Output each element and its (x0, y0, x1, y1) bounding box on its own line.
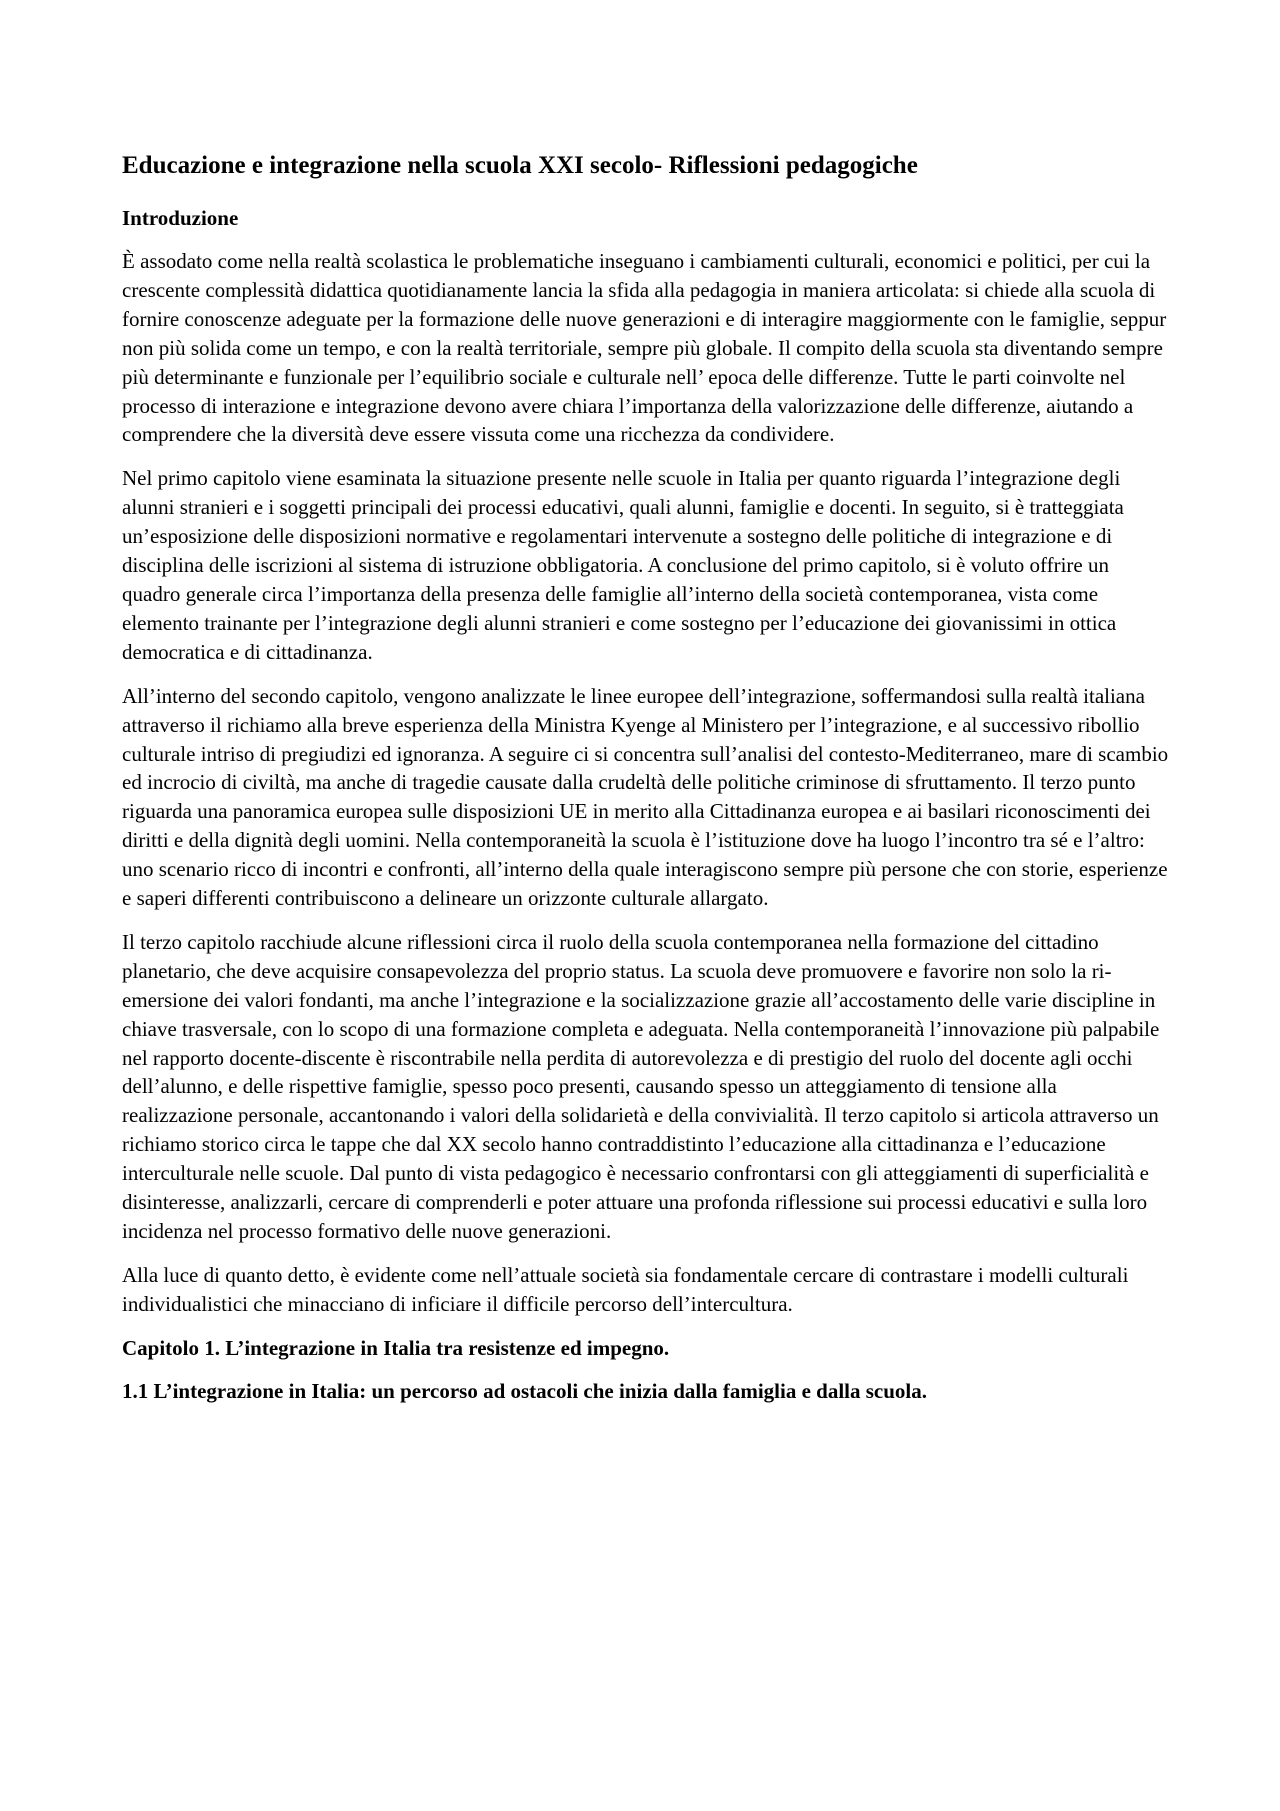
paragraph-chapter-one-summary: Nel primo capitolo viene esaminata la situazione presente nelle scuole in Italia per quanto riguarda l’integrazione degli alunni stranieri e i soggetti principali dei processi educativi, quali alunni, famiglie e docenti. In seguito, si è tratteggiata un’esposizione delle disposizioni normative e regolamentari intervenute a sostegno delle politiche di integrazione e di disciplina delle iscrizioni al sistema di istruzione obbligatoria. A conclusione del primo capitolo, si è voluto offrire un quadro generale circa l’importanza della presenza delle famiglie all’interno della società contemporanea, vista come elemento trainante per l’integrazione degli alunni stranieri e come sostegno per l’educazione dei giovanissimi in ottica democratica e di cittadinanza. (122, 466, 1124, 664)
paragraph-chapter-two-summary: All’interno del secondo capitolo, vengono analizzate le linee europee dell’integrazione, soffermandosi sulla realtà italiana attraverso il richiamo alla breve esperienza della Ministra Kyenge al Ministero per l’integrazione, e al successivo ribollio culturale intriso di pregiudizi ed ignoranza. A seguire ci si concentra sull’analisi del contesto-Mediterraneo, mare di scambio ed incrocio di civiltà, ma anche di tragedie causate dalla crudeltà delle politiche criminose di sfruttamento. Il terzo punto riguarda una panoramica europea sulle disposizioni UE in merito alla Cittadinanza europea e ai basilari riconoscimenti dei diritti e della dignità degli uomini. Nella contemporaneità la scuola è l’istituzione dove ha luogo l’incontro tra sé e l’altro: uno scenario ricco di incontri e confronti, all’interno della quale interagiscono sempre più persone che con storie, esperienze e saperi differenti contribuiscono a delineare un orizzonte culturale allargato. (122, 683, 1169, 911)
paragraph-chapter-three-summary: Il terzo capitolo racchiude alcune riflessioni circa il ruolo della scuola contemporanea nella formazione del cittadino planetario, che deve acquisire consapevolezza del proprio status. La scuola deve promuovere e favorire non solo la ri-emersione dei valori fondanti, ma anche l’integrazione e la socializzazione grazie all’accostamento delle varie discipline in chiave trasversale, con lo scopo di una formazione completa e adeguata. Nella contemporaneità l’innovazione più palpabile nel rapporto docente-discente è riscontrabile nella perdita di autorevolezza e di prestigio del ruolo del docente agli occhi dell’alunno, e delle rispettive famiglie, spesso poco presenti, causando spesso un atteggiamento di tensione alla realizzazione personale, accantonando i valori della solidarietà e della convivialità. Il terzo capitolo si articola attraverso un richiamo storico circa le tappe che dal XX secolo hanno contraddistinto l’educazione alla cittadinanza e l’educazione interculturale nelle scuole. Dal punto di vista pedagogico è necessario confrontarsi con gli atteggiamenti di superficialità e disinteresse, analizzarli, cercare di comprenderli e poter attuare una profonda riflessione sui processi educativi e sulla loro incidenza nel processo formativo delle nuove generazioni. (122, 929, 1160, 1243)
subsection-heading: 1.1 L’integrazione in Italia: un percorso ad ostacoli che inizia dalla famiglia e dalla scuola. (122, 1378, 928, 1403)
chapter-heading: Capitolo 1. L’integrazione in Italia tra resistenze ed impegno. (122, 1335, 670, 1360)
document-page (122, 150, 1170, 1420)
intro-heading: Introduzione (122, 206, 239, 230)
document-title: Educazione e integrazione nella scuola XXI secolo- Riflessioni pedagogiche (122, 152, 918, 179)
paragraph-intro: È assodato come nella realtà scolastica le problematiche inseguano i cambiamenti culturali, economici e politici, per cui la crescente complessità didattica quotidianamente lancia la sfida alla pedagogia in maniera articolata: si chiede alla scuola di fornire conoscenze adeguate per la formazione delle nuove generazioni e di interagire maggiormente con le famiglie, seppur non più solida come un tempo, e con la realtà territoriale, sempre più globale. Il compito della scuola sta diventando sempre più determinante e funzionale per l’equilibrio sociale e culturale nell’ epoca delle differenze. Tutte le parti coinvolte nel processo di interazione e integrazione devono avere chiara l’importanza della valorizzazione delle differenze, aiutando a comprendere che la diversità deve essere vissuta come una ricchezza da condividere. (122, 249, 1167, 447)
paragraph-conclusion: Alla luce di quanto detto, è evidente come nell’attuale società sia fondamentale cercare di contrastare i modelli culturali individualistici che minacciano di inficiare il difficile percorso dell’intercultura. (122, 1262, 1129, 1316)
